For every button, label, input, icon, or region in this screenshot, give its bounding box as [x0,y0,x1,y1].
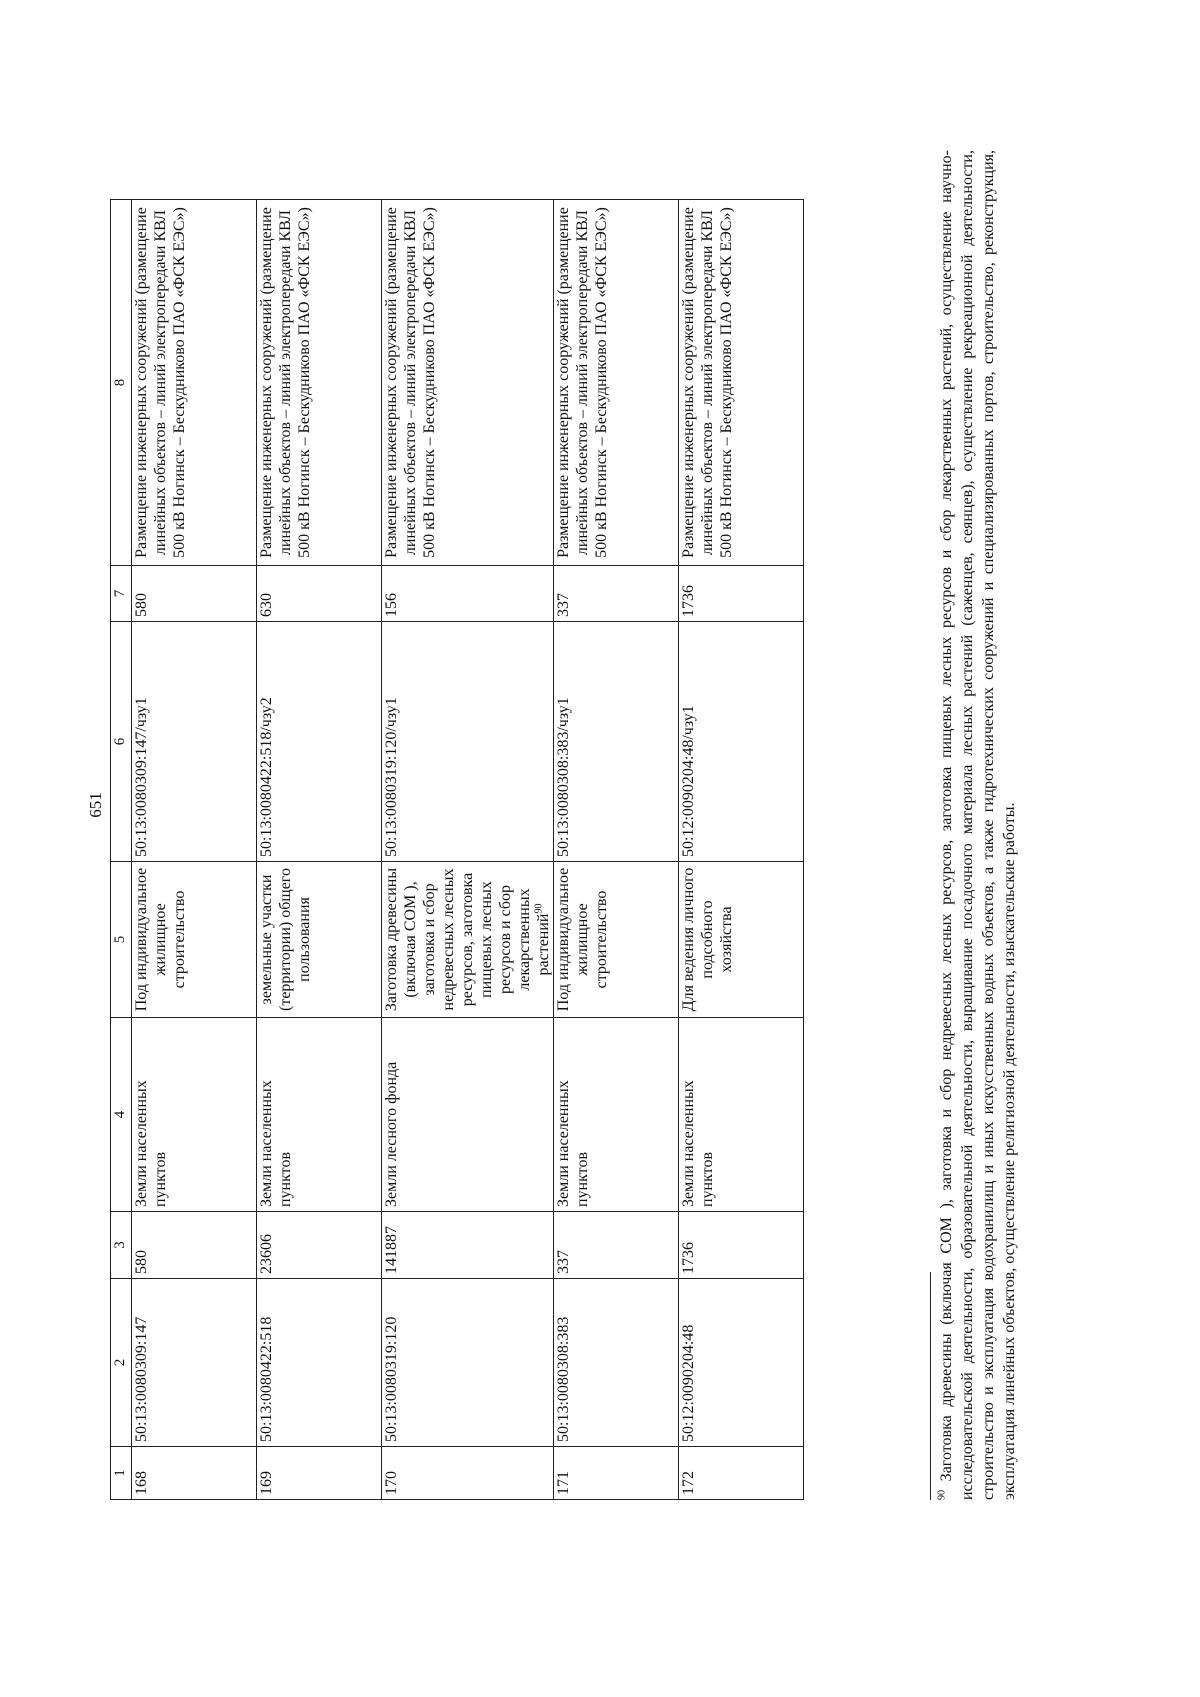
permitted-use: Для ведения личного подсобного хозяйства [679,862,804,1018]
column-number-header-row [111,200,132,1500]
plot-part-number: 50:13:0080309:147/чзу1 [132,622,257,862]
column-header: 5 [111,862,132,1018]
cadastral-number: 50:13:0080309:147 [132,1279,257,1447]
permitted-use: Под индивидуальное жилищное строительство [132,862,257,1018]
footnote-reference: 90 [533,903,545,914]
page-number: 651 [86,792,105,818]
row-number: 171 [554,1447,679,1500]
plot-area: 580 [132,1212,257,1279]
plot-part-area: 580 [132,566,257,622]
land-plot-table [110,199,804,1500]
land-category: Земли населенных пунктов [257,1018,382,1212]
land-category: Земли населенных пунктов [132,1018,257,1212]
plot-part-number: 50:13:0080308:383/чзу1 [554,622,679,862]
plot-area: 1736 [679,1212,804,1279]
column-header: 7 [111,566,132,622]
column-header: 3 [111,1212,132,1279]
column-header: 6 [111,622,132,862]
footnote [936,150,1020,1500]
table-row [132,200,257,1500]
encumbrance-purpose: Размещение инженерных сооружений (размещение линейных объектов – линий электропередачи КВЛ 500 кВ Ногинск – Бескудниково ПАО «ФСК ЕЭС») [554,200,679,566]
row-number: 170 [382,1447,554,1500]
encumbrance-purpose: Размещение инженерных сооружений (размещение линейных объектов – линий электропередачи КВЛ 500 кВ Ногинск – Бескудниково ПАО «ФСК ЕЭС») [257,200,382,566]
column-header: 4 [111,1018,132,1212]
plot-part-area: 630 [257,566,382,622]
encumbrance-purpose: Размещение инженерных сооружений (размещение линейных объектов – линий электропередачи КВЛ 500 кВ Ногинск – Бескудниково ПАО «ФСК ЕЭС») [679,200,804,566]
plot-part-area: 156 [382,566,554,622]
table-row [679,200,804,1500]
table-row [382,200,554,1500]
column-header: 1 [111,1447,132,1500]
plot-part-number: 50:13:0080319:120/чзу1 [382,622,554,862]
permitted-use: земельные участки (территории) общего пользования [257,862,382,1018]
cadastral-number: 50:13:0080308:383 [554,1279,679,1447]
cadastral-number: 50:13:0080319:120 [382,1279,554,1447]
permitted-use-text: Заготовка древесины (включая СОМ ), заготовка и сбор недревесных лесных ресурсов, заготовка пищевых лесных ресурсов и сбор лекарственных растений [383,867,552,1012]
plot-part-number: 50:12:0090204:48/чзу1 [679,622,804,862]
land-category: Земли населенных пунктов [679,1018,804,1212]
footnote-text: Заготовка древесины (включая СОМ ), заготовка и сбор недревесных лесных ресурсов, заготовка пищевых лесных ресурсов и сбор лекарственных растений, осуществление научно-исследовательской деятельности, образовательной деятельности, выращивание посадочного материала лесных растений (саженцев, сеянцев), осуществление рекреационной деятельности, строительство и эксплуатация водохранилищ и иных искусственных водных объектов, а также гидротехнических сооружений и специализированных портов, строительство, реконструкция, эксплуатация линейных объектов, осуществление религиозной деятельности, изыскательские работы. [938,150,1018,1500]
table-row [257,200,382,1500]
plot-part-area: 1736 [679,566,804,622]
table-row [554,200,679,1500]
cadastral-number: 50:12:0090204:48 [679,1279,804,1447]
plot-area: 141887 [382,1212,554,1279]
footnote-divider [930,1272,931,1500]
column-header: 8 [111,200,132,566]
row-number: 169 [257,1447,382,1500]
plot-part-number: 50:13:0080422:518/чзу2 [257,622,382,862]
column-header: 2 [111,1279,132,1447]
encumbrance-purpose: Размещение инженерных сооружений (размещение линейных объектов – линий электропередачи КВЛ 500 кВ Ногинск – Бескудниково ПАО «ФСК ЕЭС») [382,200,554,566]
plot-area: 337 [554,1212,679,1279]
land-category: Земли лесного фонда [382,1018,554,1212]
row-number: 172 [679,1447,804,1500]
land-category: Земли населенных пунктов [554,1018,679,1212]
cadastral-number: 50:13:0080422:518 [257,1279,382,1447]
permitted-use [382,862,554,1018]
footnote-marker: 90 [936,1490,948,1500]
permitted-use: Под индивидуальное жилищное строительство [554,862,679,1018]
row-number: 168 [132,1447,257,1500]
encumbrance-purpose: Размещение инженерных сооружений (размещение линейных объектов – линий электропередачи КВЛ 500 кВ Ногинск – Бескудниково ПАО «ФСК ЕЭС») [132,200,257,566]
plot-area: 23606 [257,1212,382,1279]
plot-part-area: 337 [554,566,679,622]
